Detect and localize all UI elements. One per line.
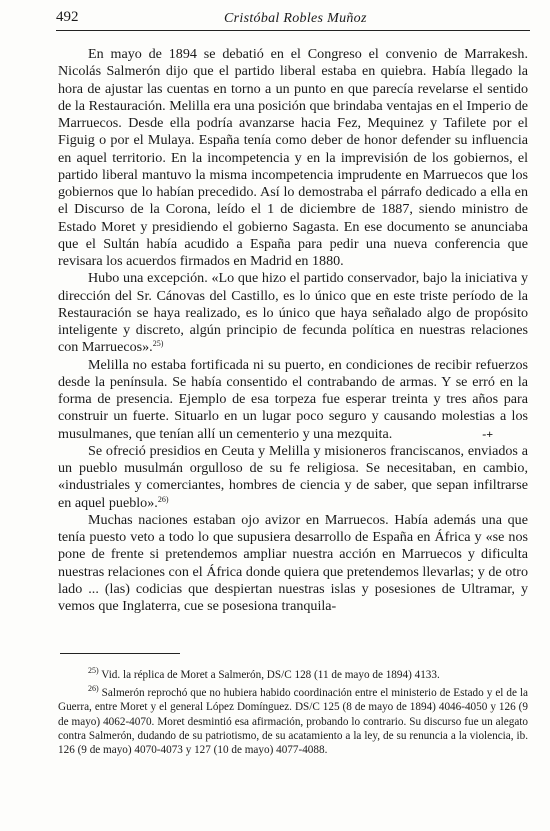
- paragraph: [58, 512, 528, 616]
- header-rule: [56, 30, 530, 31]
- paragraph: [58, 46, 528, 270]
- footnote-text: Vid. la réplica de Moret a Salmerón, DS/C 128 (11 de mayo de 1894) 4133.: [101, 669, 440, 681]
- paragraph: [58, 270, 528, 356]
- footnote-rule: [60, 653, 180, 654]
- paragraph: [58, 357, 528, 443]
- footnote: [58, 686, 528, 757]
- footnote-marker: 26): [88, 684, 99, 694]
- paragraph-text: En mayo de 1894 se debatió en el Congreso el convenio de Marrakesh. Nicolás Salmerón dijo que el partido liberal estaba en quiebra. Había llegado la hora de ajustar las cuentas en torno a un punto en que parecía revelarse el sentido de la Restauración. Melilla era una posición que brindaba ventajas en el Imperio de Marruecos. Desde ella podría avanzarse hacia Fez, Mequinez y Tafilete por el Figuig o por el Mulaya. España tenía como deber de honor defender su influencia en aquel territorio. En la incompetencia y en la imprevisión de los gobiernos, el partido liberal mantuvo la misma incompetencia imprudente en Marruecos que los gobiernos que lo habían precedido. Así lo demostraba el párrafo dedicado a ella en el Discurso de la Corona, leído el 1 de diciembre de 1887, siendo ministro de Estado Moret y presidiendo el gobierno Sagasta. En ese documento se anunciaba que el Sultán había acudido a España para pedir una nueva conferencia que revisara los acuerdos firmados en Madrid en 1880.: [58, 46, 528, 269]
- paragraph-text: Se ofreció presidios en Ceuta y Melilla y misioneros franciscanos, enviados a un pueblo musulmán orgulloso de su fe religiosa. Se necesitaban, en cambio, «industriales y comerciantes, hombres de ciencia y de saber, que sepan infiltrarse en aquel pueblo».: [58, 442, 528, 511]
- page-header: [56, 9, 530, 31]
- paragraph: [58, 443, 528, 512]
- footnotes: [58, 668, 528, 761]
- footnote-ref: 25): [152, 339, 164, 349]
- page-number: 492: [56, 9, 79, 25]
- paragraph-text: Hubo una excepción. «Lo que hizo el partido conservador, bajo la iniciativa y dirección del Sr. Cánovas del Castillo, es lo único que en este triste período de la Restauración se haya realizado, es lo único que haya señalado algo de propósito inteligente y discreto, algún principio de fecunda política en nuestras relaciones con Marruecos».: [58, 270, 528, 356]
- running-head: Cristóbal Robles Muñoz: [224, 11, 367, 26]
- paragraph-text: Muchas naciones estaban ojo avizor en Marruecos. Había además una que tenía puesto veto a todo lo que supusiera desarrollo de España en África y «se nos pone de frente si pretendemos ampliar nuestra acción en Marruecos y dificulta nuestras relaciones con el África donde quiera que pretendemos llevarlas; y de otro lado ... (las) codicias que despiertan nuestras islas y posesiones de Ultramar, y vemos que Inglaterra, cue se posesiona tranquila-: [58, 511, 528, 614]
- paragraph-text: Melilla no estaba fortificada ni su puerto, en condiciones de recibir refuerzos desde la península. Se había consentido el contrabando de armas. Y se erró en la forma de presencia. Ejemplo de esa torpeza fue esperar treinta y tres años para construir un fuerte. Situarlo en un lugar poco seguro y causando molestias a los musulmanes, que tenían allí un cementerio y una mezquita.: [58, 356, 528, 442]
- footnote-ref: 26): [157, 494, 169, 504]
- footnote: [58, 668, 528, 682]
- footnote-text: Salmerón reprochó que no hubiera habido coordinación entre el ministerio de Estado y el de la Guerra, entre Moret y el general López Domínguez. DS/C 125 (8 de mayo de 1894) 4046-4050 y 126 (9 de mayo) 4062-4070. Moret desmintió esa afirmación, probando lo contrario. Su discurso fue un alegato contra Salmerón, dudando de su patriotismo, de su acatamiento a la ley, de su renuncia a la violencia, ib. 126 (9 de mayo) 4070-4073 y 127 (10 de mayo) 4077-4088.: [58, 687, 529, 757]
- margin-mark: -+: [482, 426, 494, 441]
- body-text: [58, 46, 528, 615]
- footnote-marker: 25): [88, 666, 99, 675]
